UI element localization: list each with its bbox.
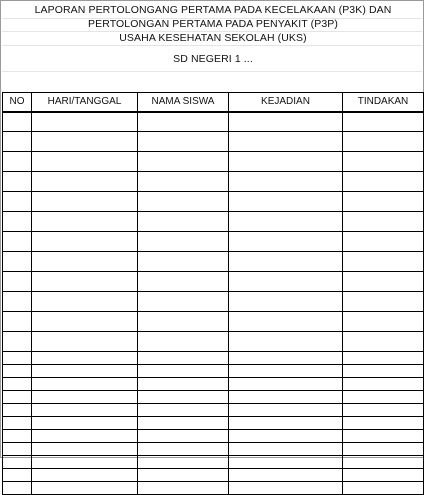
table-cell <box>32 482 138 495</box>
table-row <box>3 132 424 152</box>
table-cell <box>229 417 343 430</box>
table-cell <box>32 404 138 417</box>
table-cell <box>138 417 229 430</box>
table-cell <box>343 212 424 232</box>
table-cell <box>229 172 343 192</box>
table-row <box>3 482 424 495</box>
table-cell <box>229 378 343 391</box>
table-cell <box>229 252 343 272</box>
table-cell <box>138 456 229 469</box>
column-header-student-name: NAMA SISWA <box>138 93 229 112</box>
table-cell <box>32 172 138 192</box>
table-cell <box>229 212 343 232</box>
table-cell <box>3 391 32 404</box>
table-row <box>3 417 424 430</box>
table-cell <box>343 332 424 352</box>
gridline <box>2 45 422 46</box>
table-cell <box>138 443 229 456</box>
table-cell <box>138 132 229 152</box>
table-row <box>3 391 424 404</box>
table-cell <box>32 417 138 430</box>
table-cell <box>3 469 32 482</box>
table-cell <box>343 482 424 495</box>
table-row <box>3 272 424 292</box>
table-cell <box>3 152 32 172</box>
table-cell <box>229 404 343 417</box>
school-name: SD NEGERI 1 ... <box>173 53 253 65</box>
table-cell <box>3 292 32 312</box>
table-cell <box>229 232 343 252</box>
table-cell <box>229 352 343 365</box>
table-cell <box>3 112 32 132</box>
table-cell <box>343 172 424 192</box>
table-cell <box>343 456 424 469</box>
table-cell <box>3 456 32 469</box>
table-cell <box>32 332 138 352</box>
table-cell <box>229 365 343 378</box>
table-cell <box>3 365 32 378</box>
table-cell <box>138 252 229 272</box>
table-cell <box>3 443 32 456</box>
table-row <box>3 352 424 365</box>
table-cell <box>229 312 343 332</box>
table-cell <box>343 365 424 378</box>
table-cell <box>138 192 229 212</box>
table-cell <box>32 365 138 378</box>
table-cell <box>343 152 424 172</box>
table-cell <box>32 152 138 172</box>
table-cell <box>343 417 424 430</box>
table-cell <box>343 312 424 332</box>
table-cell <box>138 272 229 292</box>
table-cell <box>32 456 138 469</box>
table-body <box>3 112 424 495</box>
table-row <box>3 112 424 132</box>
table-cell <box>32 378 138 391</box>
table-cell <box>343 272 424 292</box>
table-cell <box>3 482 32 495</box>
table-cell <box>32 272 138 292</box>
table-cell <box>32 112 138 132</box>
table-cell <box>138 312 229 332</box>
table-cell <box>229 482 343 495</box>
table-cell <box>229 132 343 152</box>
table-cell <box>3 312 32 332</box>
table-cell <box>138 365 229 378</box>
table-row <box>3 456 424 469</box>
table-cell <box>138 232 229 252</box>
table-cell <box>32 212 138 232</box>
table-cell <box>343 443 424 456</box>
table-cell <box>138 112 229 132</box>
table-cell <box>138 332 229 352</box>
table-cell <box>32 132 138 152</box>
table-cell <box>229 443 343 456</box>
table-cell <box>32 469 138 482</box>
table-cell <box>343 232 424 252</box>
table-row <box>3 152 424 172</box>
table-cell <box>343 391 424 404</box>
table-cell <box>3 430 32 443</box>
table-cell <box>3 132 32 152</box>
table-cell <box>3 352 32 365</box>
table-cell <box>3 252 32 272</box>
table-cell <box>343 404 424 417</box>
table-cell <box>32 252 138 272</box>
table-row <box>3 172 424 192</box>
table-cell <box>138 212 229 232</box>
table-cell <box>3 172 32 192</box>
table-cell <box>343 112 424 132</box>
table-cell <box>229 456 343 469</box>
column-header-incident: KEJADIAN <box>229 93 343 112</box>
table-cell <box>32 352 138 365</box>
column-header-no: NO <box>3 93 32 112</box>
table-cell <box>343 292 424 312</box>
table-cell <box>229 332 343 352</box>
table-cell <box>229 292 343 312</box>
table-cell <box>229 430 343 443</box>
table-cell <box>229 192 343 212</box>
table-cell <box>343 352 424 365</box>
table-cell <box>138 152 229 172</box>
table-cell <box>32 232 138 252</box>
report-title-line-1: LAPORAN PERTOLONGANG PERTAMA PADA KECELAKAAN (P3K) DAN <box>34 4 392 16</box>
table-cell <box>3 417 32 430</box>
table-cell <box>229 469 343 482</box>
table-cell <box>32 391 138 404</box>
table-cell <box>138 391 229 404</box>
column-header-date: HARI/TANGGAL <box>32 93 138 112</box>
table-header-row <box>3 93 424 112</box>
table-row <box>3 430 424 443</box>
table-cell <box>343 430 424 443</box>
table-cell <box>3 404 32 417</box>
table-cell <box>138 430 229 443</box>
gridline <box>2 71 422 72</box>
table-cell <box>138 352 229 365</box>
table-row <box>3 312 424 332</box>
table-cell <box>3 232 32 252</box>
table-row <box>3 378 424 391</box>
table-cell <box>32 192 138 212</box>
report-title-line-2: PERTOLONGAN PERTAMA PADA PENYAKIT (P3P) <box>88 18 338 30</box>
table-cell <box>229 391 343 404</box>
table-cell <box>229 112 343 132</box>
table-row <box>3 404 424 417</box>
table-cell <box>3 192 32 212</box>
table-row <box>3 332 424 352</box>
table-cell <box>3 272 32 292</box>
table-cell <box>343 252 424 272</box>
table-cell <box>138 404 229 417</box>
report-title-line-3: USAHA KESEHATAN SEKOLAH (UKS) <box>119 32 307 44</box>
table-cell <box>138 469 229 482</box>
report-table <box>2 92 424 495</box>
table-cell <box>229 152 343 172</box>
table-row <box>3 212 424 232</box>
table-cell <box>343 132 424 152</box>
table-cell <box>138 172 229 192</box>
table-cell <box>32 443 138 456</box>
table-row <box>3 443 424 456</box>
table-cell <box>229 272 343 292</box>
table-row <box>3 232 424 252</box>
table-cell <box>3 212 32 232</box>
table-cell <box>343 469 424 482</box>
table-row <box>3 252 424 272</box>
table-cell <box>32 312 138 332</box>
table-row <box>3 365 424 378</box>
table-cell <box>138 482 229 495</box>
table-row <box>3 469 424 482</box>
table-cell <box>343 378 424 391</box>
table-cell <box>343 192 424 212</box>
table-row <box>3 292 424 312</box>
column-header-action: TINDAKAN <box>343 93 424 112</box>
table-cell <box>3 332 32 352</box>
table-cell <box>32 430 138 443</box>
table-row <box>3 192 424 212</box>
table-cell <box>32 292 138 312</box>
table-cell <box>3 378 32 391</box>
table-cell <box>138 378 229 391</box>
table-cell <box>138 292 229 312</box>
